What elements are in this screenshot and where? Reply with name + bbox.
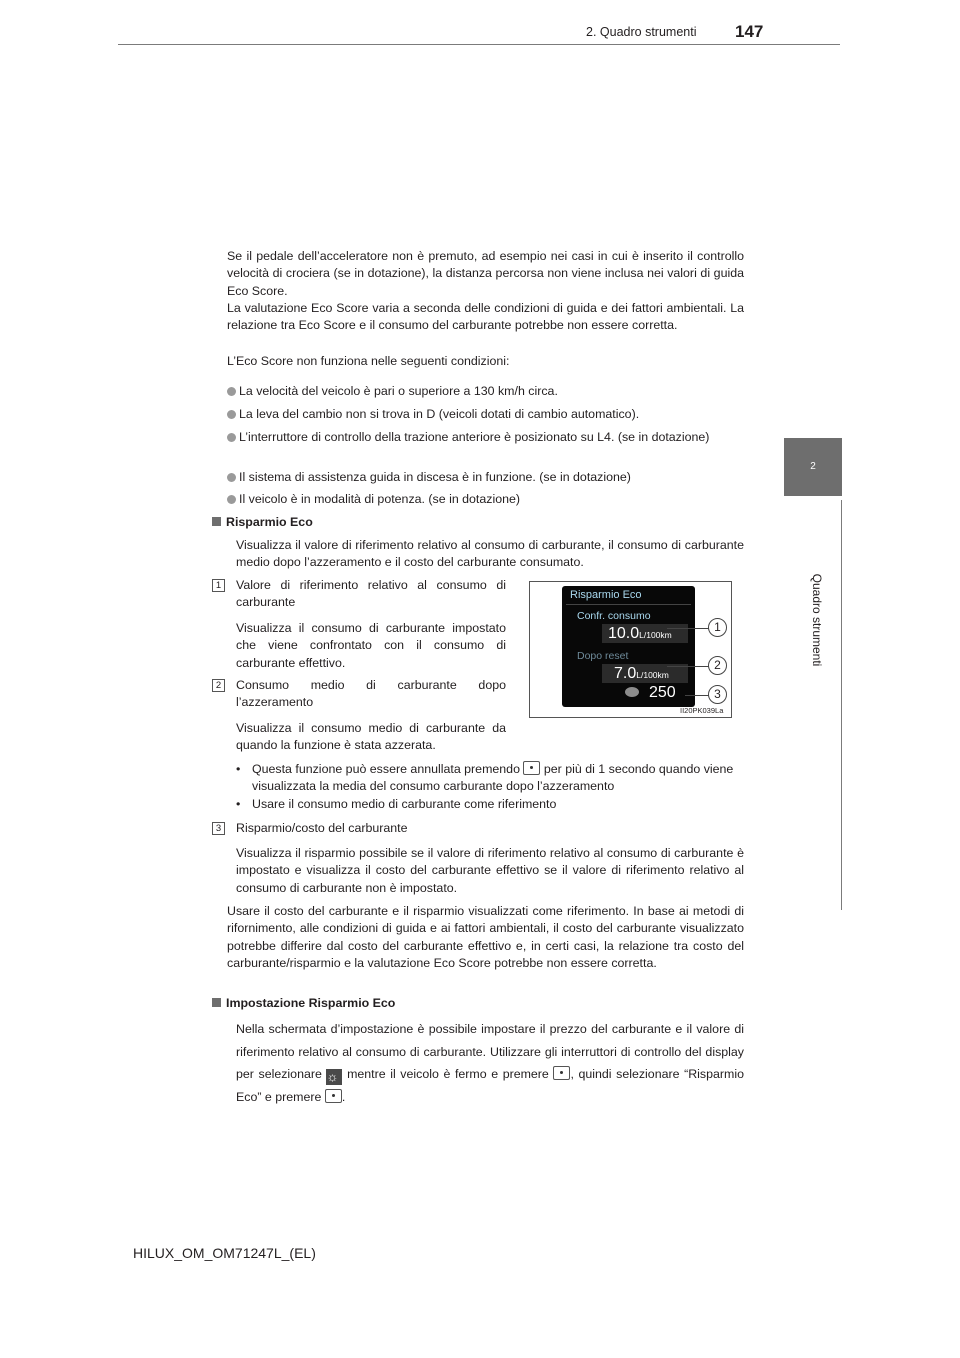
settings-heading-text: Impostazione Risparmio Eco [226, 996, 396, 1010]
header-rule [118, 44, 840, 45]
condition-item [227, 383, 744, 400]
screen-ref-label: Confr. consumo [577, 610, 651, 622]
callout-box: 1 [212, 579, 225, 592]
screen-separator [566, 604, 691, 605]
side-rule [841, 500, 842, 910]
page-number: 147 [735, 22, 764, 41]
ref-unit: L/100km [639, 630, 672, 640]
display-switch-icon [325, 1089, 342, 1103]
bullet-dot-icon [227, 410, 236, 419]
item3-title: Risparmio/costo del carburante [236, 821, 408, 835]
condition-item [227, 491, 744, 508]
settings-heading [212, 995, 395, 1012]
screen-reset-value [614, 665, 669, 683]
item1-text: Visualizza il consumo di carburante impostato che viene confrontato con il consumo di carburante effettivo. [236, 621, 506, 670]
sub-bullet-mark: • [236, 762, 241, 776]
display-switch-icon [523, 761, 540, 775]
callout-box: 3 [212, 822, 225, 835]
callout-circle-3: 3 [708, 685, 727, 704]
callout-line-2 [667, 666, 709, 667]
footer-doc-id: HILUX_OM_OM71247L_(EL) [133, 1245, 316, 1261]
eco-heading [212, 514, 313, 531]
chapter-tab: 2 [784, 438, 842, 496]
reset-value: 7.0 [614, 665, 637, 682]
display-screen [562, 586, 695, 707]
condition-text: La leva del cambio non si trova in D (veicoli dotati di cambio automatico). [239, 407, 640, 421]
item1-title: Valore di riferimento relativo al consumo di carburante [236, 578, 506, 610]
piggy-bank-icon [625, 687, 639, 697]
callout-circle-2: 2 [708, 656, 727, 675]
condition-text: Il sistema di assistenza guida in discesa è in funzione. (se in dotazione) [239, 470, 631, 484]
condition-text: La velocità del veicolo è pari o superiore a 130 km/h circa. [239, 384, 558, 398]
condition-text: Il veicolo è in modalità di potenza. (se in dotazione) [239, 492, 521, 506]
callout-line-3 [685, 695, 709, 696]
sub-bullet-1 [236, 761, 744, 796]
conditions-intro: L’Eco Score non funziona nelle seguenti condizioni: [227, 354, 510, 368]
settings-text-d: . [341, 1089, 346, 1104]
sub1-b: per più di 1 secondo quando viene visualizzata la media del consumo carburante dopo l’azzeramento [252, 762, 734, 794]
sub-bullet-text: Usare il consumo medio di carburante come riferimento [252, 797, 557, 811]
condition-text: L’interruttore di controllo della trazione anteriore è posizionato su L4. (se in dotazione) [239, 430, 710, 444]
screen-reset-label: Dopo reset [577, 650, 629, 662]
ref-value: 10.0 [608, 625, 640, 642]
chapter-side-label [810, 560, 824, 680]
eco-display-figure [529, 581, 732, 718]
screen-ref-value [608, 625, 672, 643]
condition-item [227, 406, 744, 423]
reset-unit: L/100km [636, 670, 669, 680]
eco-description: Visualizza il valore di riferimento relativo al consumo di carburante, il consumo di carburante medio dopo l’azzeramento e il costo del carburante consumato. [236, 538, 744, 570]
eco-closing-paragraph: Usare il costo del carburante e il risparmio visualizzati come riferimento. In base ai metodi di rifornimento, alle condizioni di guida e ai fattori ambientali, il costo del carburante visualizzato potrebbe differire dal costo del carburante effettivo e, in certi casi, la relazione tra costo del carburante/risparmio e la valutazione Eco Score potrebbe non essere corretta. [227, 904, 744, 971]
bullet-dot-icon [227, 495, 236, 504]
eco-heading-text: Risparmio Eco [226, 515, 313, 529]
variance-paragraph: La valutazione Eco Score varia a seconda delle condizioni di guida e dei fattori ambientali. La relazione tra Eco Score e il consumo del carburante potrebbe non essere corretta. [227, 301, 744, 333]
callout-line-1 [667, 628, 709, 629]
figure-code: II20PK039La [680, 706, 724, 715]
sub1-a: Questa funzione può essere annullata premendo [252, 762, 520, 776]
chapter-title: 2. Quadro strumenti [586, 25, 697, 39]
item2-text: Visualizza il consumo medio di carburante da quando la funzione è stata azzerata. [236, 721, 506, 753]
chapter-side-label-text: Quadro strumenti [810, 573, 824, 667]
item2-title: Consumo medio di carburante dopo l’azzeramento [236, 678, 506, 710]
bullet-dot-icon [227, 433, 236, 442]
settings-text-b: mentre il veicolo è fermo e premere [347, 1067, 549, 1082]
screen-title: Risparmio Eco [570, 589, 642, 601]
sub-bullet-text [252, 761, 744, 796]
callout-circle-1: 1 [708, 618, 727, 637]
condition-item [227, 429, 744, 446]
sub-bullet-2 [236, 796, 744, 813]
item3-text: Visualizza il risparmio possibile se il valore di riferimento relativo al consumo di carburante è impostato e visualizza il costo del carburante effettivo se il valore di riferimento relativo al consumo di carburante non è impostato. [236, 846, 744, 895]
sub-bullet-mark: • [236, 797, 241, 811]
screen-cost-value: 250 [649, 684, 676, 701]
settings-text-c: , quindi selezionare “Risparmio Eco” e premere [236, 1067, 744, 1104]
bullet-dot-icon [227, 387, 236, 396]
gear-icon: ☼ [326, 1069, 342, 1085]
display-switch-icon [553, 1066, 570, 1080]
settings-paragraph [236, 1018, 744, 1108]
bullet-dot-icon [227, 473, 236, 482]
condition-item [227, 469, 744, 486]
callout-box: 2 [212, 679, 225, 692]
settings-text-a: Nella schermata d’impostazione è possibile impostare il prezzo del carburante e il valore di riferimento relativo al consumo di carburante. Utilizzare gli interruttori di controllo del display per selezionare [236, 1022, 744, 1082]
square-bullet-icon [212, 517, 221, 526]
square-bullet-icon [212, 998, 221, 1007]
intro-paragraph: Se il pedale dell’acceleratore non è premuto, ad esempio nei casi in cui è inserito il controllo velocità di crociera (se in dotazione), la distanza percorsa non viene inclusa nei valori di guida Eco Score. [227, 249, 744, 298]
